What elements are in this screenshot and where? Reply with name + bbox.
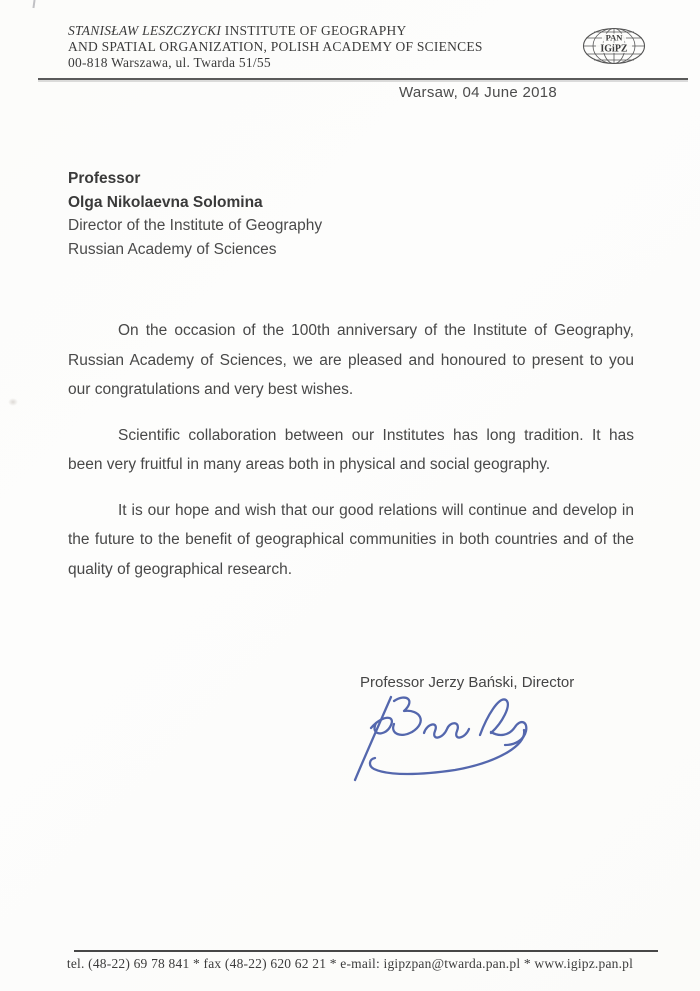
signature-ink-strokes: [355, 697, 526, 780]
recipient-organization: Russian Academy of Sciences: [68, 240, 277, 258]
body-paragraph-2: Scientific collaboration between our Institutes has long tradition. It has been very fruitful in many areas both in physical and social geography.: [68, 426, 634, 473]
igipz-globe-logo-icon: [581, 26, 647, 66]
signer-name-line: Professor Jerzy Bański, Director: [360, 674, 575, 691]
recipient-title: Professor: [68, 170, 141, 187]
recipient-name: Olga Nikolaevna Solomina: [68, 193, 263, 211]
footer-contact-line: tel. (48-22) 69 78 841 * fax (48-22) 620 62 21 * e-mail: igipzpan@twarda.pan.pl * www.igipz.pan.pl: [66, 956, 634, 971]
header-divider-rule: [38, 78, 688, 80]
letterhead-address: 00-818 Warszawa, ul. Twarda 51/55: [68, 55, 271, 70]
dateline: Warsaw, 04 June 2018: [399, 84, 558, 101]
letterhead: [68, 23, 483, 71]
letterhead-line-2: AND SPATIAL ORGANIZATION, POLISH ACADEMY OF SCIENCES: [68, 39, 483, 54]
scan-artifact-mark: [32, 0, 35, 8]
institute-name-rest: INSTITUTE OF GEOGRAPHY: [221, 23, 407, 38]
handwritten-signature: [343, 690, 551, 788]
scan-artifact-smudge: [8, 398, 18, 406]
letter-body: [68, 316, 634, 600]
institute-name-italic: STANISŁAW LESZCZYCKI: [68, 23, 222, 38]
recipient-block: [68, 167, 322, 261]
logo-text-igipz: IGiPZ: [600, 43, 628, 55]
body-paragraph-3: It is our hope and wish that our good relations will continue and develop in the future to the benefit of geographical communities in both countries and of the quality of geographical research.: [68, 501, 634, 578]
recipient-role: Director of the Institute of Geography: [68, 217, 323, 234]
footer-divider-rule: [74, 950, 658, 952]
body-paragraph-1: On the occasion of the 100th anniversary of the Institute of Geography, Russian Academy of Sciences, we are pleased and honoured to present to you our congratulations and very best wishes.: [68, 322, 634, 398]
logo-text-pan: PAN: [605, 32, 623, 43]
letterhead-line-1: [68, 23, 483, 39]
